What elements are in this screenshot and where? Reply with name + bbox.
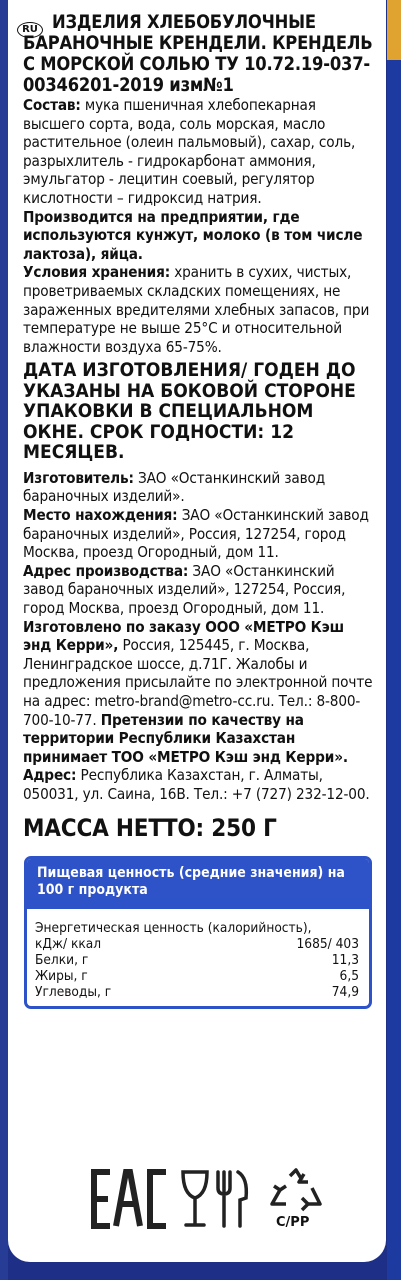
nutrition-row-value: 74,9 xyxy=(331,983,359,1000)
nutrition-energy-label: Энергетическая ценность (калорийность), xyxy=(35,919,312,936)
storage-conditions xyxy=(23,263,376,356)
allergen-info: Производится на предприятии, где используются кунжут, молоко (в том числе лактоза), яйца. xyxy=(23,207,363,263)
package-right-edge xyxy=(387,0,401,1280)
nutrition-row-value: 1685/ 403 xyxy=(296,935,359,952)
nutrition-row xyxy=(35,952,361,968)
claims-text: Республика Казахстан, г. Алматы, 050031, ул. Саина, 16В. Тел.: +7 (727) 232-12-00. xyxy=(23,766,370,803)
nutrition-row-label: Жиры, г xyxy=(35,967,88,984)
date-notice: ДАТА ИЗГОТОВЛЕНИЯ/ ГОДЕН ДО УКАЗАНЫ НА БОКОВОЙ СТОРОНЕ УПАКОВКИ В СПЕЦИАЛЬНОМ ОКНЕ. СРОК ГОДНОСТИ: 12 МЕСЯЦЕВ. xyxy=(23,359,356,464)
nutrition-body xyxy=(27,909,369,1006)
nutrition-header: Пищевая ценность (средние значения) на 100 г продукта xyxy=(27,859,369,909)
production-text: ЗАО «Останкинский завод бараночных изделий», 127254, Россия, город Москва, проезд Огородный, дом 11. xyxy=(23,561,346,617)
nutrition-row xyxy=(35,936,361,952)
nutrition-row-label: Углеводы, г xyxy=(35,983,112,1000)
nutrition-table xyxy=(24,856,372,1009)
nutrition-row-label: кДж/ ккал xyxy=(35,935,102,952)
storage-text: хранить в сухих, чистых, проветриваемых складских помещениях, не зараженных вредителями хлебных запасов, при температуре не выше 25°C и относительной влажности воздуха 65-75%. xyxy=(23,263,370,356)
manufacturer-text: ЗАО «Останкинский завод бараночных изделий». xyxy=(23,468,326,506)
nutrition-row xyxy=(35,968,361,984)
nutrition-row-value: 11,3 xyxy=(331,951,359,968)
manufacturer-label: Изготовитель: xyxy=(23,468,134,487)
production-address xyxy=(23,562,376,618)
storage-label: Условия хранения: xyxy=(23,263,171,282)
order-info xyxy=(23,618,376,804)
recycle-material-label: C/PP xyxy=(276,1215,310,1230)
product-label xyxy=(8,0,386,1262)
composition-label: Состав: xyxy=(23,96,81,114)
nutrition-row-value: 6,5 xyxy=(339,967,359,984)
production-label: Адрес производства: xyxy=(23,561,189,580)
package-left-edge xyxy=(0,0,8,1280)
order-label: Изготовлено по заказу ООО «МЕТРО Кэш энд Керри», xyxy=(23,617,344,655)
location xyxy=(23,506,376,562)
location-label: Место нахождения: xyxy=(23,506,178,524)
location-text: ЗАО «Останкинский завод бараночных изделий», Россия, 127254, город Москва, проезд Огородный, дом 11. xyxy=(23,506,369,562)
eac-mark-icon xyxy=(90,1168,170,1230)
manufacturer xyxy=(23,469,376,506)
ru-language-badge: RU xyxy=(17,22,43,38)
composition xyxy=(23,96,376,208)
net-mass: МАССА НЕТТО: 250 Г xyxy=(23,813,277,842)
recycle-icon xyxy=(268,1168,324,1218)
order-text: Россия, 125445, г. Москва, Ленинградское шоссе, д.71Г. Жалобы и предложения присылайте по электронной почте на адрес: metro-brand@metro-cc.ru. Тел.: 8-800-700-10-77. xyxy=(23,636,373,729)
package-top-right-accent xyxy=(387,0,401,60)
claims-label: Претензии по качеству на территории Республики Казахстан принимает ТОО «МЕТРО Кэш энд Керри». Адрес: xyxy=(23,710,348,785)
composition-text: мука пшеничная хлебопекарная высшего сорта, вода, соль морская, масло растительное (олеин пальмовый), сахар, соль, разрыхлитель - гидрокарбонат аммония, эмульгатор - лецитин соевый, регулятор кислотности – гидроксид натрия. xyxy=(23,96,356,207)
food-contact-icon xyxy=(178,1168,250,1230)
product-title: ИЗДЕЛИЯ ХЛЕБОБУЛОЧНЫЕ БАРАНОЧНЫЕ КРЕНДЕЛИ. КРЕНДЕЛЬ С МОРСКОЙ СОЛЬЮ ТУ 10.72.19-037-00346201-2019 изм№1 xyxy=(23,12,373,96)
nutrition-row xyxy=(35,984,361,1000)
nutrition-row-label: Белки, г xyxy=(35,951,89,968)
